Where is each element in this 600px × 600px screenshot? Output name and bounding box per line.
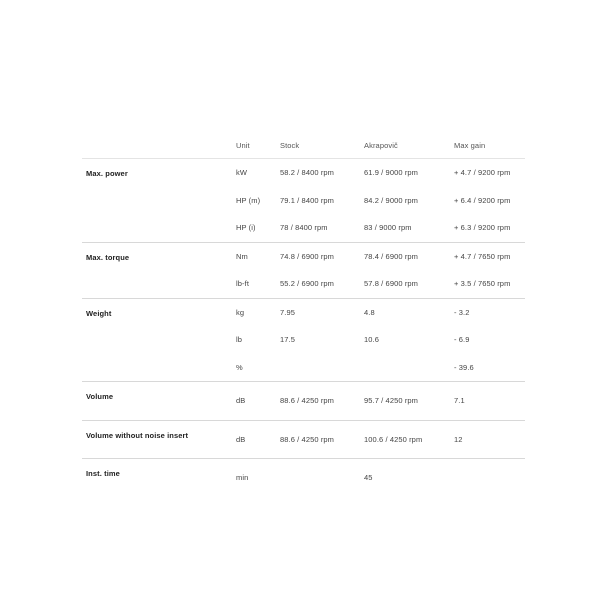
cell-max-gain: + 6.3 / 9200 rpm xyxy=(454,223,511,233)
cell-stock: 17.5 xyxy=(280,335,295,345)
cell-stock: 79.1 / 8400 rpm xyxy=(280,195,335,205)
cell-stock: 55.2 / 6900 rpm xyxy=(280,279,335,289)
cell-stock: 88.6 / 4250 rpm xyxy=(276,382,360,421)
performance-spec-table xyxy=(82,132,525,497)
cell-unit: HP (i) xyxy=(236,223,256,233)
cell-max-gain: 12 xyxy=(450,420,525,459)
cell-akrapovic: 83 / 9000 rpm xyxy=(364,223,412,233)
row-group-label: Max. power xyxy=(86,169,128,178)
cell-akrapovic: 10.6 xyxy=(364,335,379,345)
table-header-row xyxy=(82,132,525,159)
cell-max-gain xyxy=(450,459,525,497)
cell-max-gain: + 6.4 / 9200 rpm xyxy=(454,195,511,205)
table-row xyxy=(82,420,525,459)
cell-stock: 58.2 / 8400 rpm xyxy=(280,168,335,178)
cell-akrapovic: 100.6 / 4250 rpm xyxy=(360,420,450,459)
cell-unit: kW xyxy=(236,168,248,178)
row-group-label: Volume xyxy=(82,382,232,421)
cell-akrapovic: 61.9 / 9000 rpm xyxy=(364,168,419,178)
cell-unit: HP (m) xyxy=(236,195,261,205)
cell-stock xyxy=(276,459,360,497)
header-akrapovic: Akrapovič xyxy=(360,132,450,159)
cell-unit: Nm xyxy=(232,242,276,270)
row-group-label: Max. torque xyxy=(82,242,232,298)
table-body xyxy=(82,159,525,497)
row-group-label: Weight xyxy=(82,298,232,382)
header-label xyxy=(82,132,232,159)
cell-akrapovic: 84.2 / 9000 rpm xyxy=(364,195,419,205)
cell-stock xyxy=(276,354,360,382)
cell-max-gain: - 39.6 xyxy=(454,362,474,372)
cell-unit: % xyxy=(236,362,243,372)
row-group-label: Inst. time xyxy=(82,459,232,497)
header-stock: Stock xyxy=(276,132,360,159)
cell-stock: 74.8 / 6900 rpm xyxy=(276,242,360,270)
cell-unit: lb xyxy=(236,335,243,345)
cell-akrapovic: 95.7 / 4250 rpm xyxy=(360,382,450,421)
cell-max-gain: + 4.7 / 7650 rpm xyxy=(450,242,525,270)
table-row xyxy=(82,382,525,421)
cell-unit: dB xyxy=(232,420,276,459)
row-group-label: Volume without noise insert xyxy=(82,420,232,459)
cell-unit: kg xyxy=(232,298,276,326)
header-max-gain: Max gain xyxy=(450,132,525,159)
cell-akrapovic: 78.4 / 6900 rpm xyxy=(360,242,450,270)
cell-max-gain: + 4.7 / 9200 rpm xyxy=(454,168,511,178)
cell-akrapovic: 4.8 xyxy=(360,298,450,326)
cell-unit: min xyxy=(232,459,276,497)
cell-akrapovic xyxy=(360,354,450,382)
table-row xyxy=(82,159,525,187)
table-row xyxy=(82,298,525,326)
cell-akrapovic: 57.8 / 6900 rpm xyxy=(364,279,419,289)
cell-akrapovic: 45 xyxy=(360,459,450,497)
cell-max-gain: + 3.5 / 7650 rpm xyxy=(454,279,511,289)
cell-max-gain: - 6.9 xyxy=(454,335,470,345)
cell-max-gain: - 3.2 xyxy=(450,298,525,326)
cell-unit: lb-ft xyxy=(236,279,250,289)
cell-stock: 7.95 xyxy=(276,298,360,326)
table-row xyxy=(82,459,525,497)
cell-unit: dB xyxy=(232,382,276,421)
cell-stock: 78 / 8400 rpm xyxy=(280,223,328,233)
cell-max-gain: 7.1 xyxy=(450,382,525,421)
header-unit: Unit xyxy=(232,132,276,159)
cell-stock: 88.6 / 4250 rpm xyxy=(276,420,360,459)
table-row xyxy=(82,242,525,270)
